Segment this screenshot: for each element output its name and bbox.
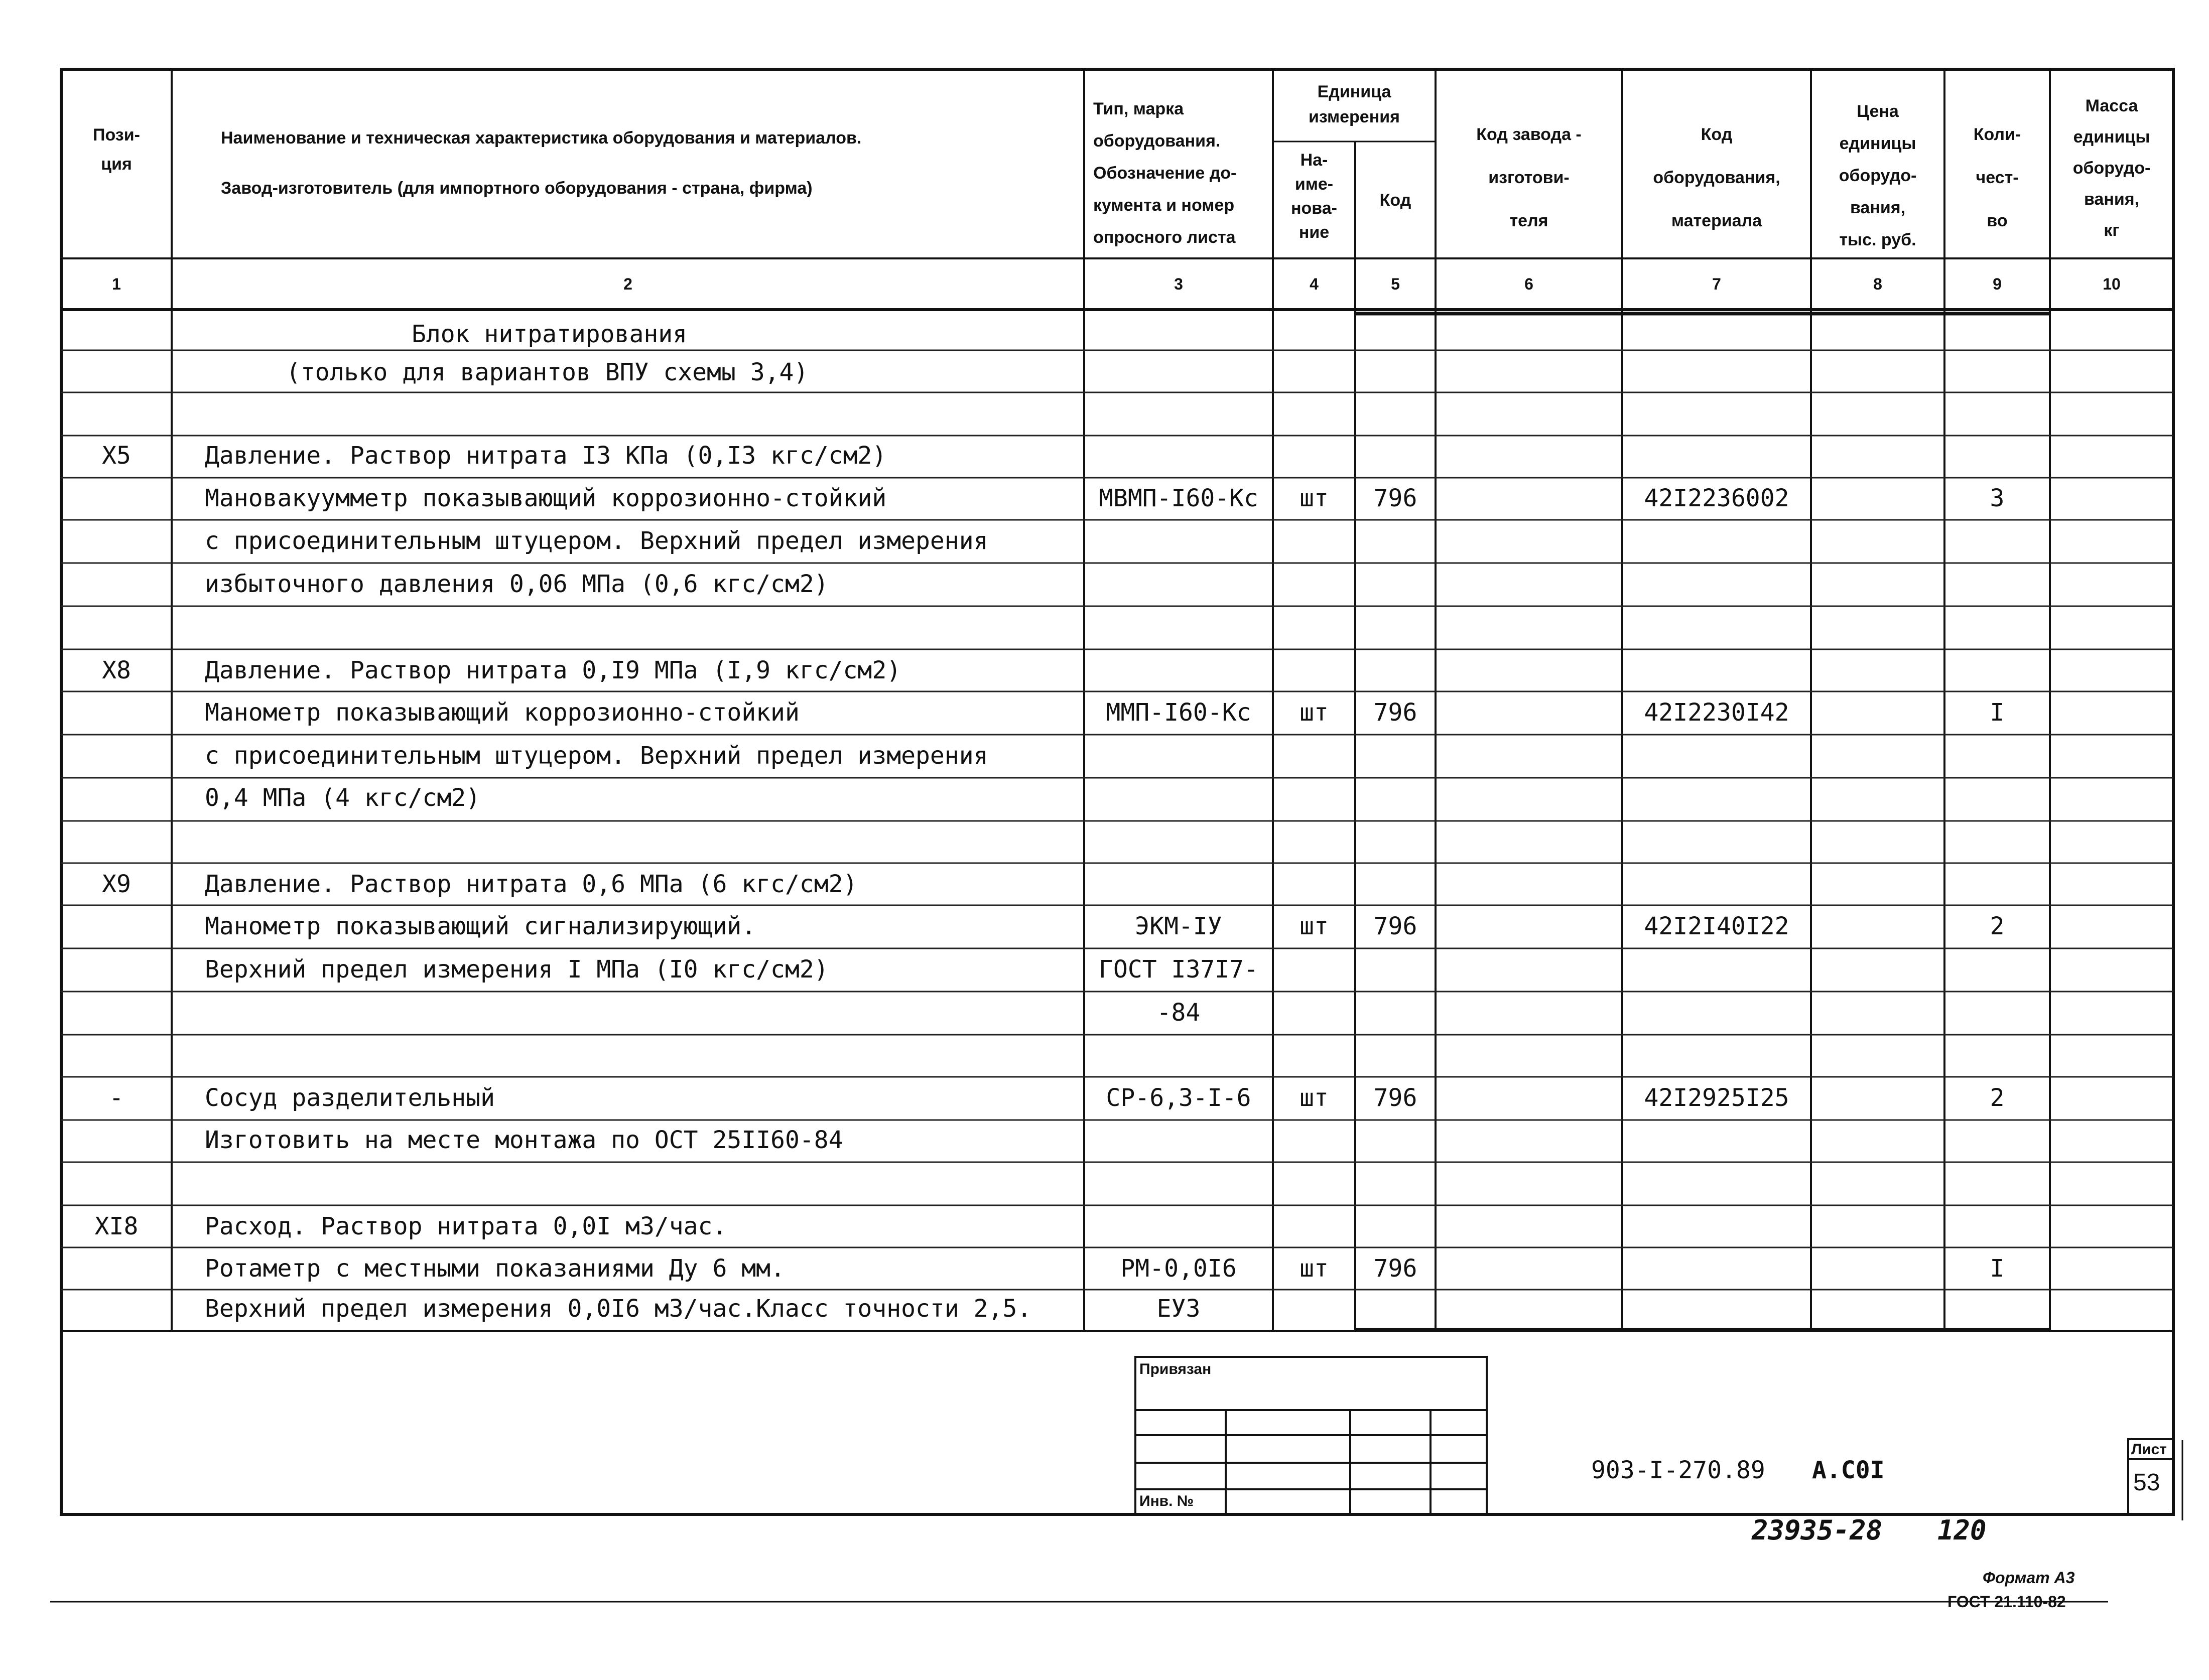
- row-20-unit: шт: [1300, 1254, 1329, 1283]
- colnum-3: 3: [1174, 275, 1183, 293]
- row-16-pos: -: [109, 1084, 124, 1112]
- inv-number-label: Инв. №: [1139, 1493, 1194, 1509]
- document-suffix: А.С0I: [1812, 1456, 1885, 1484]
- row-21-type: ЕУЗ: [1156, 1295, 1201, 1323]
- colnum-1: 1: [112, 275, 121, 293]
- row-16-equip_code: 42I2925I25: [1644, 1084, 1789, 1112]
- row-2-equip_code: 42I2236002: [1644, 484, 1789, 512]
- colnum-8: 8: [1873, 275, 1882, 293]
- row-2-unit: шт: [1300, 484, 1329, 512]
- row-12-type: ЭКМ-IУ: [1135, 912, 1222, 940]
- row-9-name: 0,4 МПа (4 кгс/см2): [205, 784, 481, 812]
- row-13-name: Верхний предел измерения I МПа (I0 кгс/см2): [205, 955, 829, 984]
- row-16-unit: шт: [1300, 1084, 1329, 1112]
- colnum-6: 6: [1524, 275, 1533, 293]
- row-20-code: 796: [1373, 1254, 1417, 1283]
- header-unit-group: Единица измерения: [1309, 82, 1400, 126]
- row-19-pos: ХI8: [94, 1212, 139, 1240]
- section-title-line2: (только для вариантов ВПУ схемы 3,4): [286, 358, 809, 386]
- row-7-qty: I: [1990, 698, 2005, 727]
- header-quantity: Коли- чест- во: [1973, 125, 2021, 230]
- header-factory-code: Код завода - изготови- теля: [1476, 125, 1582, 230]
- linked-label: Привязан: [1139, 1361, 1212, 1377]
- row-7-equip_code: 42I2230I42: [1644, 698, 1789, 727]
- header-position: Пози- ция: [93, 125, 140, 174]
- row-8-name: с присоединительным штуцером. Верхний предел измерения: [205, 742, 988, 770]
- row-16-qty: 2: [1990, 1084, 2005, 1112]
- row-6-pos: Х8: [102, 656, 131, 684]
- row-12-equip_code: 42I2I40I22: [1644, 912, 1789, 940]
- row-17-name: Изготовить на месте монтажа по ОСТ 25II60-84: [205, 1126, 843, 1154]
- row-7-unit: шт: [1300, 698, 1329, 727]
- row-21-name: Верхний предел измерения 0,0I6 м3/час.Класс точности 2,5.: [205, 1295, 1032, 1323]
- row-14-type: -84: [1156, 999, 1201, 1027]
- row-4-name: избыточного давления 0,06 МПа (0,6 кгс/см2): [205, 570, 829, 598]
- row-3-name: с присоединительным штуцером. Верхний предел измерения: [205, 527, 988, 555]
- row-19-name: Расход. Раствор нитрата 0,0I м3/час.: [205, 1212, 727, 1240]
- row-1-name: Давление. Раствор нитрата I3 КПа (0,I3 кгс/см2): [205, 442, 887, 470]
- row-12-name: Манометр показывающий сигнализирующий.: [205, 912, 756, 940]
- handwritten-number: 23935-28: [1752, 1514, 1883, 1546]
- row-12-unit: шт: [1300, 912, 1329, 940]
- colnum-7: 7: [1712, 275, 1721, 293]
- row-11-name: Давление. Раствор нитрата 0,6 МПа (6 кгс/см2): [205, 870, 858, 898]
- row-6-name: Давление. Раствор нитрата 0,I9 МПа (I,9 кгс/см2): [205, 656, 901, 684]
- header-mass: Масса единицы оборудо- вания, кг: [2072, 96, 2151, 240]
- sheet-number: 53: [2133, 1469, 2160, 1496]
- row-20-type: РМ-0,0I6: [1120, 1254, 1237, 1283]
- row-2-qty: 3: [1990, 484, 2005, 512]
- row-2-type: МВМП-I60-Кс: [1099, 484, 1258, 512]
- row-11-pos: Х9: [102, 870, 131, 898]
- row-7-name: Манометр показывающий коррозионно-стойкий: [205, 698, 800, 727]
- header-type: Тип, марка оборудования. Обозначение до- кумента и номер опросного листа: [1093, 99, 1237, 247]
- colnum-4: 4: [1310, 275, 1319, 293]
- row-2-name: Мановакуумметр показывающий коррозионно-стойкий: [205, 484, 887, 512]
- row-1-pos: Х5: [102, 442, 131, 470]
- header-unit-name: На- име- нова- ние: [1291, 151, 1337, 242]
- colnum-10: 10: [2103, 275, 2121, 293]
- row-7-type: ММП-I60-Кс: [1106, 698, 1251, 727]
- header-equip-code: Код оборудования, материала: [1653, 125, 1780, 230]
- row-13-type: ГОСТ I37I7-: [1099, 955, 1258, 984]
- section-title-line1: Блок нитратирования: [412, 320, 688, 348]
- row-20-name: Ротаметр с местными показаниями Ду 6 мм.: [205, 1254, 785, 1283]
- row-16-code: 796: [1373, 1084, 1417, 1112]
- document-code: 903-I-270.89: [1591, 1456, 1765, 1484]
- colnum-2: 2: [623, 275, 632, 293]
- handwritten-number-2: 120: [1937, 1514, 1987, 1546]
- header-name: Наименование и техническая характеристика оборудования и материалов. Завод-изготовитель (для импортного оборудования - страна, фирма): [221, 128, 862, 198]
- row-20-qty: I: [1990, 1254, 2005, 1283]
- colnum-5: 5: [1391, 275, 1400, 293]
- format-label: Формат А3: [1983, 1569, 2075, 1587]
- gost-label: ГОСТ 21.110-82: [1947, 1593, 2066, 1611]
- header-unit-code: Код: [1379, 191, 1411, 210]
- row-16-name: Сосуд разделительный: [205, 1084, 495, 1112]
- row-12-code: 796: [1373, 912, 1417, 940]
- sheet-label: Лист: [2131, 1441, 2167, 1458]
- row-16-type: СР-6,3-I-6: [1106, 1084, 1251, 1112]
- row-12-qty: 2: [1990, 912, 2005, 940]
- row-7-code: 796: [1373, 698, 1417, 727]
- colnum-9: 9: [1993, 275, 2002, 293]
- header-price: Цена единицы оборудо- вания, тыс. руб.: [1839, 102, 1917, 249]
- row-2-code: 796: [1373, 484, 1417, 512]
